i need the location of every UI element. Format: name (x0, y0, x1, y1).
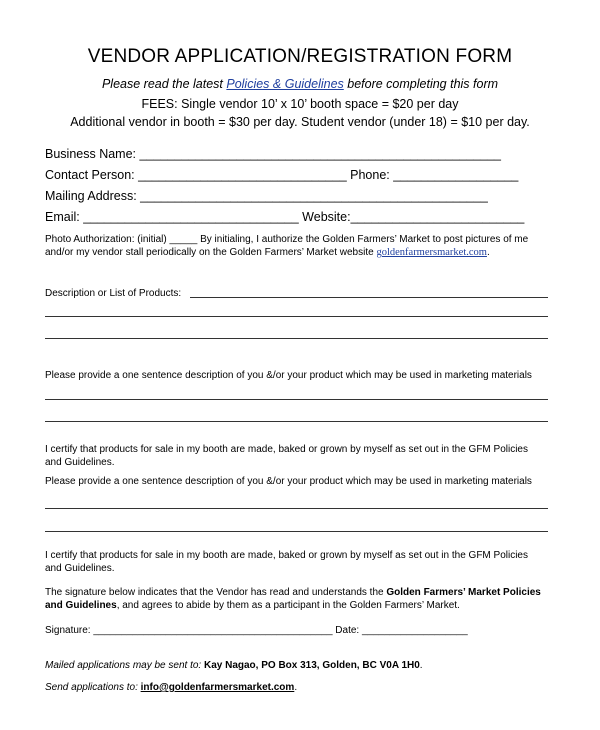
intro-text-after: before completing this form (343, 77, 499, 91)
mailing-address-field[interactable]: Mailing Address: __________________________________________________ (45, 189, 488, 203)
guidelines-bold: and Guidelines (45, 600, 117, 611)
contact-phone-field[interactable]: Contact Person: ______________________________ Phone: __________________ (45, 168, 519, 182)
products-input-line[interactable] (45, 338, 548, 339)
signature-statement-text: The signature below indicates that the Vendor has read and understands the (45, 587, 387, 598)
policies-name-bold: Golden Farmers’ Market Policies (386, 587, 541, 598)
products-input-line[interactable] (45, 316, 548, 317)
intro-text-before: Please read the latest (101, 77, 227, 91)
certify-line-2: and Guidelines. (45, 563, 115, 574)
fees-line-1: FEES: Single vendor 10’ x 10’ booth space = $20 per day (141, 97, 459, 111)
marketing-description-label: Please provide a one sentence description of you &/or your product which may be used in marketing materials (45, 476, 532, 487)
products-label: Description or List of Products: (45, 288, 182, 299)
send-label: Send applications to: (45, 682, 141, 693)
mail-label: Mailed applications may be sent to: (45, 660, 204, 671)
email-instructions (45, 682, 297, 693)
mailing-instructions (45, 660, 423, 671)
email-link[interactable]: info@goldenfarmersmarket.com (140, 682, 295, 693)
photo-authorization-line-2 (45, 247, 490, 258)
photo-auth-end: . (486, 247, 490, 258)
signature-statement-text: , and agrees to abide by them as a participant in the Golden Farmers’ Market. (116, 600, 460, 611)
photo-authorization-line-1: Photo Authorization: (initial) _____ By initialing, I authorize the Golden Farmers’ Market to post pictures of me (45, 234, 529, 245)
marketing-input-line[interactable] (45, 399, 548, 400)
marketing-input-line[interactable] (45, 421, 548, 422)
business-name-field[interactable]: Business Name: ____________________________________________________ (45, 147, 501, 161)
certify-line-1: I certify that products for sale in my booth are made, baked or grown by myself as set out in the GFM Policies (45, 444, 528, 455)
mail-address: Kay Nagao, PO Box 313, Golden, BC V0A 1H0 (203, 660, 420, 671)
marketing-description-label: Please provide a one sentence description of you &/or your product which may be used in marketing materials (45, 370, 532, 381)
fees-line-2: Additional vendor in booth = $30 per day. Student vendor (under 18) = $10 per day. (70, 115, 530, 129)
certify-line-2: and Guidelines. (45, 457, 115, 468)
policies-guidelines-link[interactable]: Policies & Guidelines (226, 77, 344, 91)
signature-date-field[interactable]: Signature: ___________________________________________ Date: ___________________ (45, 625, 468, 636)
products-input-line[interactable] (190, 297, 548, 298)
form-title: VENDOR APPLICATION/REGISTRATION FORM (87, 46, 513, 67)
signature-statement-line-2 (45, 600, 460, 611)
marketing-input-line[interactable] (45, 508, 548, 509)
email-website-field[interactable]: Email: _______________________________ Website:_________________________ (45, 210, 525, 224)
website-link[interactable]: goldenfarmersmarket.com (376, 247, 487, 258)
certify-line-1: I certify that products for sale in my booth are made, baked or grown by myself as set out in the GFM Policies (45, 550, 528, 561)
mail-end: . (419, 660, 423, 671)
marketing-input-line[interactable] (45, 531, 548, 532)
send-end: . (294, 682, 298, 693)
signature-statement-line-1 (45, 587, 541, 598)
photo-auth-text: and/or my vendor stall periodically on the Golden Farmers’ Market website (45, 247, 377, 258)
intro-line (0, 77, 600, 91)
